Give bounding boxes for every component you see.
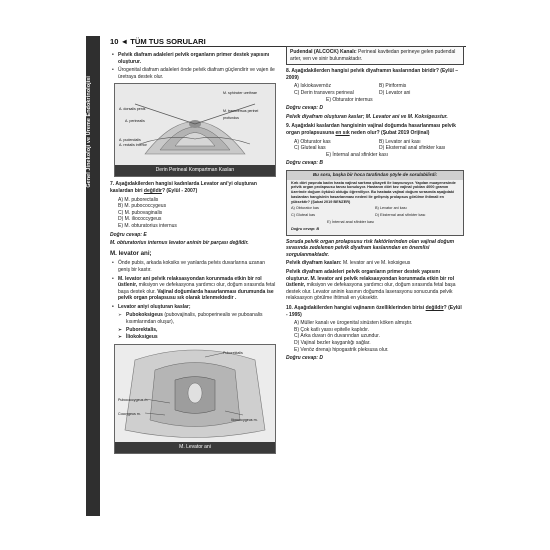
q9-options-row-1: A) Obturator kas B) Levator ani kası bbox=[294, 138, 421, 145]
alt-option-e: E) İnternal anal sfinkter kası bbox=[327, 220, 375, 225]
figure-levator-ani bbox=[114, 344, 276, 454]
label-coccygeus: Coccygeus m. bbox=[118, 411, 141, 416]
question-10: 10. Aşağıdakilerden hangisi vajinanın özelliklerinden birisi değildir? (Eylül - 1995) bbox=[286, 305, 462, 318]
q9-answer: Doğru cevap: B bbox=[286, 160, 323, 167]
alcock-note-box: Pudendal (ALCOCK) Kanalı: Perineal kavitedan perineye gelen pudendal arter, ven ve sinir bulunmaktadır. bbox=[286, 46, 464, 65]
levator-ani-illustration bbox=[115, 345, 275, 442]
bullet-pelvic-diaphragm: • Pelvik diafram adaleleri pelvik organların primer destek yapısını oluşturur. bbox=[110, 52, 278, 65]
left-column bbox=[110, 52, 278, 458]
q10-option-a: A) Müller kanalı ve ürogenital sinüsten köken almıştır. bbox=[294, 320, 413, 327]
alt-options-row-2: C) Gluteal kas D) Eksternal anal sfinkter kası bbox=[291, 213, 426, 218]
q7-option-a: A) M. puborectalis bbox=[118, 196, 159, 203]
q8-answer: Doğru cevap: D bbox=[286, 105, 323, 112]
figure-caption: M. Levator ani bbox=[115, 442, 275, 453]
question-8: 8. Aşağıdakilerden hangisi pelvik diyaframın kaslarından biridir? (Eylül – 2009) bbox=[286, 68, 459, 81]
q8-option-e: E) Obturator internus bbox=[326, 96, 373, 103]
q7-option-c: C) M. pubovaginalis bbox=[118, 209, 163, 216]
q7-option-b: B) M. pubococcygeus bbox=[118, 203, 167, 210]
label-transversus-perinei: M. transversus perinei profundus bbox=[223, 109, 259, 120]
q7-option-e: E) M. obturatorius internus bbox=[118, 222, 177, 229]
label-dorsalis-penis: A. dorsalis penis bbox=[119, 107, 146, 112]
figure-deep-perineal bbox=[114, 83, 276, 177]
q9-explanation: Soruda pelvik organ prolapsusu risk faktörlerinden olan vajinal doğum sırasında zedelenen pelvik diyafram kaslarından en önemlisi sorgulanmaktadır. bbox=[286, 238, 455, 258]
arrow-left-icon: ◄ bbox=[120, 37, 129, 46]
pelvic-diaphragm-muscles: Pelvik diyafram kasları: M. levator ani ve M. koksigeus bbox=[286, 260, 411, 267]
q7-explanation: M. obturatorius internus levator aninin bir parçası değildir. bbox=[110, 240, 249, 247]
levator-sub-3: ➢ İliokoksigeus bbox=[110, 334, 278, 341]
alt-answer: Doğru cevap: B bbox=[291, 226, 320, 231]
q10-option-d: D) Vajinal bezler kayganlığı sağlar. bbox=[294, 339, 371, 346]
levator-bullet-2: • M. levator ani pelvik relaksasyondan korunmada etkin bir rol üstlenir, miksiyon ve defekasyona yardımcı olur, doğum sırasında fetal başa destek olur. Vajinal doğumlarda hasarlanması durumunda ise pelvik organ prolapsusu sık olarak izlenmektedir . bbox=[110, 276, 278, 302]
figure-caption: Derin Perineal Kompartman Kasları bbox=[115, 165, 275, 176]
label-rectalis-inferior: A. rectalis inferior bbox=[119, 143, 147, 148]
label-pudendalis: A. pudendalis bbox=[119, 138, 141, 143]
label-pubococcygeus: Pubococcygeus m. bbox=[118, 397, 149, 402]
label-puborektalis: Puborektalis bbox=[223, 350, 243, 355]
question-9: 9. Aşağıdaki kaslardan hangisinin vajinal doğumda hasarlanması pelvik organ prolapsusuna en sık neden olur? (Şubat 2019 Orijinal) bbox=[286, 123, 456, 136]
q10-option-b: B) Çok katlı yassı epitelle kaplıdır. bbox=[294, 326, 370, 333]
levator-sub-2: ➢ Puborektalis, bbox=[110, 327, 278, 334]
label-iliococcygeus: Iliococcygeus m. bbox=[231, 417, 258, 422]
question-7: 7. Aşağıdakilerden hangisi kadınlarda Levator ani'yi oluşturan kaslardan biri değildir? (Eylül - 2007) bbox=[110, 181, 257, 194]
right-column bbox=[286, 44, 464, 364]
alt-options-row-1: A) Obturator kas B) Levator ani kası bbox=[291, 206, 407, 211]
q9-option-e: E) İnternal anal sfinkter kası bbox=[326, 151, 388, 158]
levator-bullet-1: • Önde pubis, arkada koksiks ve yanlarda pelvis duvarlarına uzanan geniş bir kastır. bbox=[110, 260, 278, 273]
chapter-title-vertical: Genel Jinekoloji ve Üreme Endokrinolojisi bbox=[86, 76, 92, 188]
label-perinealis: A. perinealis bbox=[125, 119, 145, 124]
q9-options-row-2: C) Gluteal kas D) Eksternal anal sfinkter kası bbox=[294, 145, 446, 152]
alternate-question-box bbox=[286, 170, 464, 236]
label-sphincter-urethrae: M. sphincter urethrae bbox=[223, 91, 257, 96]
pelvic-diaphragm-paragraph: Pelvik diyafram adaleleri pelvik organların primer destek yapısını oluşturur. M. levator ani pelvik relaksasyondan korunmada etkin bir rol üstlenir, miksiyon ve defekasyona yardımcı olur, doğum sırasında fetal başa destek olur. Levator aninin kasının doğumda laserasyonu sonucunda pelvik relaksasyon görülme ihtimali en yüksektir. bbox=[286, 269, 456, 302]
alternate-box-body: Kırk dört yaşında kadın hasta vajinal sarkma şikayeti ile başvuruyor. Yapılan muayenesinde pelvik organ prolapsusu tanısı konuluyor. Hastanın dört kez vajinal yoldan 4000 gramın üzerinde doğum öyküsü olduğu öğreniliyor. Bu hastada vajinal doğum sırasında aşağıdaki kaslardan hangisinin hasarlanması nedeni ile gelişmiş prolapsus görülme ihtimali en yüksektir? (Şubat 2019 BENZER) bbox=[291, 180, 456, 204]
alternate-box-title: Bu soru, başka bir hoca tarafından şöyle de sorulabilirdi: bbox=[287, 171, 463, 180]
q10-answer: Doğru cevap: D bbox=[286, 355, 323, 362]
chapter-side-tab bbox=[86, 36, 100, 516]
q8-options-row-1: A) Iskiokavernöz B) Piriformis bbox=[294, 83, 407, 90]
q10-option-e: E) Venöz drenajı hipogastrik pleksusa olur. bbox=[294, 346, 389, 353]
q7-answer: Doğru cevap: E bbox=[110, 231, 147, 238]
bullet-urogenital-diaphragm: • Ürogenital diafram adaleleri önde pelvik diafram güçlendirir ve vajen ile üretraya destek olur. bbox=[110, 67, 278, 80]
q10-option-c: C) Arka duvarı ön duvarından uzundur. bbox=[294, 333, 380, 340]
q8-explanation: Pelvik diyafram oluşturan kaslar; M. Levator ani ve M. Koksigeustur. bbox=[286, 113, 448, 120]
levator-sub-1: ➢ Pubokoksigeus (pubovajinalis, puboperinealis ve puboanalis kısımlarından oluşur), bbox=[110, 312, 278, 325]
q7-option-d: D) M. iliococcygeus bbox=[118, 216, 162, 223]
levator-bullet-3: • Levator aniyi oluşturan kaslar; bbox=[110, 304, 278, 311]
q8-options-row-2: C) Derin transvers perineal D) Levator ani bbox=[294, 89, 411, 96]
page-number: 10 bbox=[110, 37, 119, 46]
book-title: TÜM TUS SORULARI bbox=[130, 37, 206, 46]
levator-ani-heading: M. levator ani; bbox=[110, 249, 152, 257]
page-header bbox=[110, 37, 206, 46]
